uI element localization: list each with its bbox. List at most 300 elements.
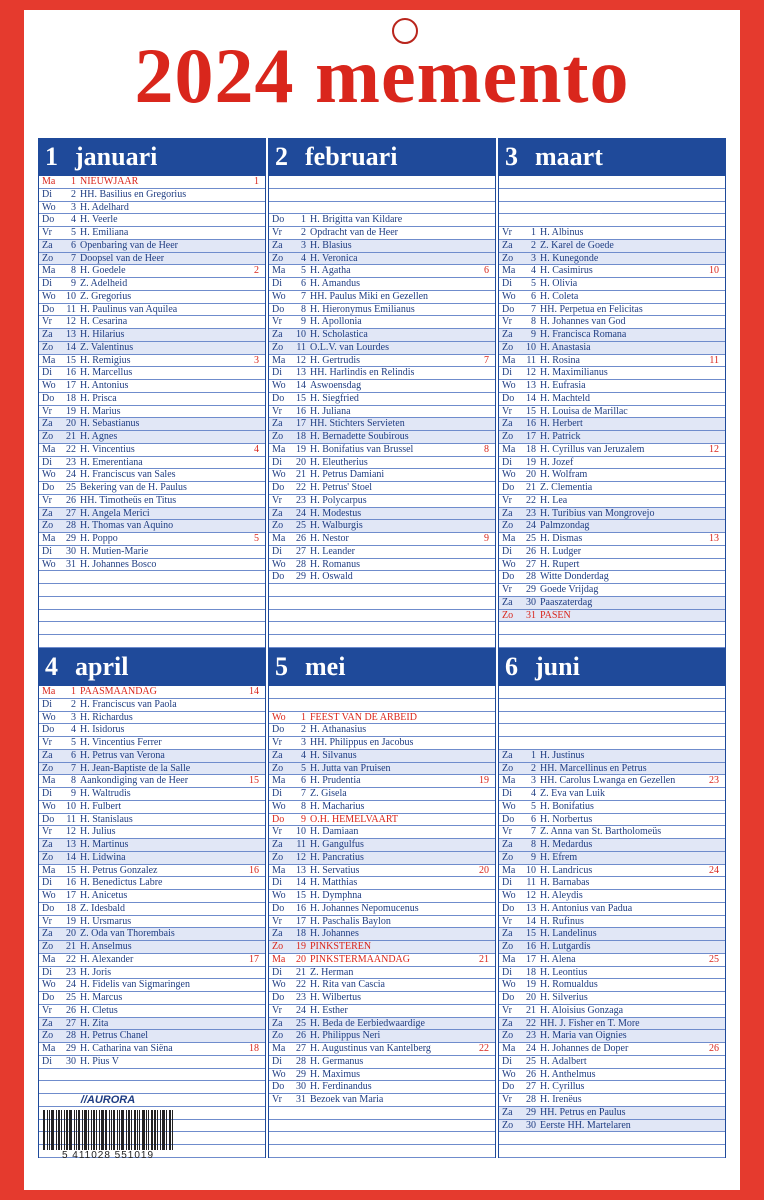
barcode-bar — [96, 1110, 97, 1150]
day-row — [499, 801, 725, 814]
day-number: 27 — [296, 1043, 306, 1054]
day-number: 23 — [296, 494, 306, 506]
day-row — [39, 533, 265, 546]
day-row — [39, 482, 265, 495]
day-number: 21 — [66, 941, 76, 952]
day-row — [499, 406, 725, 419]
weekday: Wo — [502, 290, 516, 302]
empty-row — [269, 686, 495, 699]
weekday: Zo — [502, 252, 514, 264]
barcode-bar — [160, 1110, 161, 1150]
saint-name: Aswoensdag — [310, 380, 362, 391]
saint-name: Bekering van de H. Paulus — [80, 482, 187, 493]
saint-name: H. Modestus — [310, 507, 362, 519]
weekday: Do — [42, 992, 55, 1003]
weekday: Ma — [502, 265, 516, 277]
day-number: 5 — [301, 265, 306, 277]
weekday: Wo — [42, 201, 56, 213]
week-number: 8 — [484, 443, 489, 455]
saint-name: Z. Adelheid — [80, 278, 128, 289]
day-list — [499, 686, 725, 1158]
day-number: 27 — [526, 1081, 536, 1093]
day-number: 3 — [71, 711, 76, 723]
day-row — [269, 546, 495, 559]
day-number: 11 — [66, 813, 76, 825]
day-row — [269, 278, 495, 291]
weekday: Zo — [502, 609, 514, 621]
saint-name: H. Bonifatius — [540, 800, 594, 812]
day-number: 2 — [71, 188, 76, 200]
day-row — [39, 495, 265, 508]
empty-row — [269, 622, 495, 635]
day-number: 6 — [71, 239, 76, 251]
month-number: 2 — [275, 142, 288, 171]
day-row — [269, 520, 495, 533]
weekday: Wo — [272, 380, 286, 391]
saint-name: H. Leontius — [540, 966, 588, 978]
day-number: 31 — [66, 558, 76, 570]
empty-row — [39, 571, 265, 584]
month-mei — [268, 648, 496, 1158]
month-header — [499, 138, 725, 176]
saint-name: Z. Gregorius — [80, 290, 132, 302]
barcode-bar — [126, 1110, 127, 1150]
day-number: 9 — [531, 329, 536, 340]
day-row — [499, 852, 725, 865]
saint-name: H. Oswald — [310, 571, 353, 583]
saint-name: H. Norbertus — [540, 813, 593, 825]
weekday: Di — [272, 1055, 282, 1067]
weekday: Wo — [502, 979, 516, 991]
saint-name: H. Paulinus van Aquilea — [80, 303, 178, 315]
weekday: Wo — [272, 469, 286, 481]
saint-name: H. Pius V — [80, 1055, 119, 1067]
month-name: februari — [305, 142, 398, 171]
day-number: 1 — [531, 749, 536, 761]
week-number: 14 — [249, 686, 259, 697]
day-number: 18 — [66, 392, 76, 404]
day-number: 25 — [526, 1055, 536, 1067]
barcode-bar — [166, 1110, 167, 1150]
day-row — [499, 520, 725, 533]
empty-row — [269, 1132, 495, 1145]
weekday: Za — [42, 1017, 53, 1029]
saint-name: H. Poppo — [80, 533, 118, 544]
barcode-bar — [101, 1110, 104, 1150]
saint-name: H. Eufrasia — [540, 380, 586, 391]
saint-name: H. Anthelmus — [540, 1068, 596, 1080]
day-number: 22 — [526, 494, 536, 506]
saint-name: H. Patrick — [540, 431, 581, 442]
saint-name: H. Rita van Cascia — [310, 979, 385, 991]
saint-name: Z. Karel de Goede — [540, 239, 614, 251]
day-row — [499, 559, 725, 572]
weekday: Di — [502, 1055, 512, 1067]
day-number: 19 — [66, 915, 76, 927]
day-row — [39, 941, 265, 954]
saint-name: H. Brigitta van Kildare — [310, 214, 403, 226]
saint-name: H. Aloisius Gonzaga — [540, 1004, 624, 1016]
weekday: Za — [502, 1017, 513, 1029]
day-row — [269, 559, 495, 572]
day-row — [39, 444, 265, 457]
barcode-bar — [128, 1110, 130, 1150]
saint-name: Opdracht van de Heer — [310, 227, 399, 238]
weekday: Di — [502, 367, 512, 379]
weekday: Do — [502, 303, 515, 315]
day-number: 11 — [526, 354, 536, 366]
saint-name: H. Petrus Gonzalez — [80, 864, 158, 876]
weekday: Ma — [42, 265, 56, 277]
day-number: 1 — [531, 227, 536, 238]
barcode-bar — [51, 1110, 54, 1150]
day-number: 8 — [531, 316, 536, 328]
barcode-number: 5 411028 551019 — [61, 1150, 155, 1161]
day-number: 1 — [71, 686, 76, 697]
saint-name: O.L.V. van Lourdes — [310, 341, 389, 353]
month-april — [38, 648, 266, 1158]
weekday: Do — [42, 392, 55, 404]
day-number: 18 — [296, 431, 306, 442]
saint-name: H. Servatius — [310, 864, 360, 876]
empty-row — [39, 1081, 265, 1094]
week-number: 22 — [479, 1043, 489, 1054]
day-number: 13 — [66, 839, 76, 850]
weekday: Di — [272, 278, 282, 289]
day-list — [39, 686, 265, 1158]
weekday: Wo — [42, 890, 56, 901]
barcode-bar — [66, 1110, 68, 1150]
empty-row — [269, 189, 495, 202]
saint-name: H. Antonius — [80, 380, 129, 391]
month-januari — [38, 138, 266, 648]
month-header — [499, 648, 725, 686]
day-row — [269, 954, 495, 967]
barcode-bar — [154, 1110, 156, 1150]
week-number: 26 — [709, 1043, 719, 1054]
day-number: 4 — [531, 265, 536, 277]
day-row — [499, 1081, 725, 1094]
weekday: Di — [42, 367, 52, 379]
day-number: 21 — [296, 966, 306, 978]
saint-name: H. Matthias — [310, 877, 358, 889]
weekday: Vr — [502, 584, 512, 595]
saint-name: HH. J. Fisher en T. More — [540, 1017, 640, 1029]
day-row — [499, 763, 725, 776]
day-number: 15 — [526, 405, 536, 417]
barcode-bar — [76, 1110, 77, 1150]
saint-name: H. Irenëus — [540, 1094, 582, 1105]
weekday: Wo — [502, 890, 516, 901]
weekday: Wo — [42, 711, 56, 723]
day-number: 3 — [301, 239, 306, 251]
day-row — [39, 1030, 265, 1043]
weekday: Za — [42, 239, 53, 251]
day-number: 13 — [296, 367, 306, 379]
barcode-bar — [172, 1110, 173, 1150]
weekday: Ma — [42, 176, 56, 187]
weekday: Ma — [42, 864, 56, 876]
day-row — [269, 903, 495, 916]
barcode-bar — [43, 1110, 45, 1150]
day-number: 30 — [66, 545, 76, 557]
weekday: Do — [502, 482, 515, 493]
saint-name: H. Mutien-Marie — [80, 545, 149, 557]
weekday: Vr — [272, 494, 282, 506]
day-number: 3 — [301, 737, 306, 748]
weekday: Vr — [272, 405, 282, 417]
day-row — [499, 571, 725, 584]
empty-row — [39, 610, 265, 623]
day-number: 1 — [301, 214, 306, 226]
saint-name: Aankondiging van de Heer — [80, 775, 189, 787]
day-number: 19 — [296, 443, 306, 455]
day-row — [39, 431, 265, 444]
saint-name: H. Landelinus — [540, 928, 597, 940]
empty-row — [499, 724, 725, 737]
weekday: Za — [272, 329, 283, 340]
barcode-bar — [142, 1110, 145, 1150]
day-number: 7 — [71, 252, 76, 264]
weekday: Zo — [42, 1030, 54, 1042]
day-row — [39, 1056, 265, 1069]
week-number: 15 — [249, 775, 259, 787]
saint-name: H. Johannes Bosco — [80, 558, 157, 570]
day-number: 19 — [66, 405, 76, 417]
weekday: Vr — [502, 405, 512, 417]
weekday: Zo — [502, 941, 514, 952]
empty-row — [39, 622, 265, 635]
day-number: 25 — [66, 482, 76, 493]
day-number: 18 — [526, 443, 536, 455]
saint-name: HH. Harlindis en Relindis — [310, 367, 415, 379]
saint-name: H. Stanislaus — [80, 813, 133, 825]
day-number: 12 — [526, 367, 536, 379]
day-row — [39, 202, 265, 215]
weekday: Za — [502, 418, 513, 430]
saint-name: Z. Anna van St. Bartholomeüs — [540, 826, 662, 838]
month-number: 3 — [505, 142, 518, 171]
day-number: 6 — [531, 813, 536, 825]
week-number: 25 — [709, 953, 719, 965]
month-number: 1 — [45, 142, 58, 171]
day-number: 7 — [301, 290, 306, 302]
weekday: Za — [42, 418, 53, 430]
day-row — [499, 877, 725, 890]
weekday: Di — [42, 788, 52, 799]
month-header — [269, 138, 495, 176]
saint-name: Z. Valentinus — [80, 341, 134, 353]
day-row — [499, 253, 725, 266]
day-row — [499, 1056, 725, 1069]
day-number: 5 — [531, 800, 536, 812]
weekday: Di — [502, 877, 512, 889]
day-number: 24 — [296, 1004, 306, 1016]
day-row — [269, 482, 495, 495]
barcode-bar — [99, 1110, 100, 1150]
saint-name: H. Bonifatius van Brussel — [310, 443, 414, 455]
day-number: 8 — [301, 303, 306, 315]
day-row — [269, 737, 495, 750]
day-number: 5 — [71, 227, 76, 238]
day-row — [269, 992, 495, 1005]
saint-name: HH. Perpetua en Felicitas — [540, 303, 643, 315]
day-row — [39, 342, 265, 355]
day-row — [39, 329, 265, 342]
day-row — [39, 954, 265, 967]
weekday: Zo — [42, 431, 54, 442]
day-number: 17 — [526, 431, 536, 442]
day-row — [499, 495, 725, 508]
saint-name: H. Augustinus van Kantelberg — [310, 1043, 431, 1054]
saint-name: H. Apollonia — [310, 316, 362, 328]
week-number: 12 — [709, 443, 719, 455]
weekday: Di — [42, 545, 52, 557]
day-row — [39, 253, 265, 266]
empty-row — [269, 202, 495, 215]
day-list — [269, 686, 495, 1158]
saint-name: H. Sebastianus — [80, 418, 140, 430]
month-number: 6 — [505, 652, 518, 681]
barcode-bar — [93, 1110, 95, 1150]
weekday: Za — [272, 239, 283, 251]
day-number: 24 — [296, 507, 306, 519]
weekday: Ma — [42, 354, 56, 366]
week-number: 19 — [479, 775, 489, 787]
day-number: 25 — [66, 992, 76, 1003]
weekday: Do — [42, 303, 55, 315]
day-number: 21 — [296, 469, 306, 481]
saint-name: H. Paschalis Baylon — [310, 915, 391, 927]
saint-name: HH. Paulus Miki en Gezellen — [310, 290, 429, 302]
saint-name: HH. Stichters Servieten — [310, 418, 405, 430]
weekday: Wo — [502, 469, 516, 481]
day-row — [499, 227, 725, 240]
saint-name: Z. Eva van Luik — [540, 788, 605, 799]
saint-name: H. Polycarpus — [310, 494, 367, 506]
saint-name: H. Maximus — [310, 1068, 360, 1080]
barcode-bar — [139, 1110, 140, 1150]
day-row — [39, 826, 265, 839]
weekday: Do — [272, 303, 285, 315]
weekday: Za — [502, 596, 513, 608]
day-number: 6 — [531, 290, 536, 302]
day-row — [39, 189, 265, 202]
empty-row — [499, 699, 725, 712]
day-row — [499, 431, 725, 444]
day-row — [39, 979, 265, 992]
barcode-bar — [69, 1110, 72, 1150]
day-row — [269, 724, 495, 737]
day-number: 4 — [71, 724, 76, 736]
weekday: Di — [42, 1055, 52, 1067]
saint-name: H. Adelhard — [80, 201, 129, 213]
weekday: Za — [502, 329, 513, 340]
empty-row — [269, 584, 495, 597]
day-row — [499, 533, 725, 546]
weekday: Zo — [42, 252, 54, 264]
weekday: Zo — [272, 520, 284, 532]
saint-name: H. Dismas — [540, 533, 583, 544]
weekday: Ma — [272, 1043, 286, 1054]
saint-name: H. Machteld — [540, 392, 590, 404]
day-number: 17 — [526, 953, 536, 965]
weekday: Wo — [42, 290, 56, 302]
saint-name: H. Scholastica — [310, 329, 368, 340]
weekday: Di — [272, 877, 282, 889]
day-number: 16 — [526, 418, 536, 430]
saint-name: H. Emiliana — [80, 227, 129, 238]
barcode-bar — [64, 1110, 65, 1150]
saint-name: Z. Herman — [310, 966, 354, 978]
weekday: Ma — [502, 533, 516, 544]
weekday: Za — [272, 839, 283, 850]
day-row — [499, 508, 725, 521]
weekday: Do — [272, 902, 285, 914]
day-row — [499, 265, 725, 278]
day-row — [269, 533, 495, 546]
saint-name: H. Gertrudis — [310, 354, 360, 366]
saint-name: H. Prudentia — [310, 775, 361, 787]
day-row — [269, 508, 495, 521]
barcode-bar — [91, 1110, 92, 1150]
day-number: 29 — [296, 571, 306, 583]
weekday: Vr — [272, 1094, 282, 1105]
barcode-bar — [105, 1110, 107, 1150]
saint-name: H. Olivia — [540, 278, 578, 289]
barcode-bar — [169, 1110, 171, 1150]
day-row — [269, 380, 495, 393]
day-number: 19 — [526, 456, 536, 468]
day-number: 11 — [296, 341, 306, 353]
day-number: 2 — [531, 239, 536, 251]
day-row — [269, 712, 495, 725]
day-number: 4 — [301, 749, 306, 761]
saint-name: H. Martinus — [80, 839, 129, 850]
day-number: 30 — [526, 1119, 536, 1131]
saint-name: Doopsel van de Heer — [80, 252, 165, 264]
saint-name: H. Leander — [310, 545, 355, 557]
day-row — [269, 1081, 495, 1094]
day-row — [269, 839, 495, 852]
day-row — [39, 877, 265, 890]
weekday: Do — [272, 1081, 285, 1093]
month-header — [269, 648, 495, 686]
weekday: Ma — [42, 1043, 56, 1054]
day-number: 2 — [301, 227, 306, 238]
weekday: Do — [272, 392, 285, 404]
empty-row — [499, 712, 725, 725]
barcode-bar — [74, 1110, 75, 1150]
day-row — [499, 367, 725, 380]
saint-name: H. Germanus — [310, 1055, 364, 1067]
week-number: 24 — [709, 864, 719, 876]
week-number: 11 — [709, 354, 719, 366]
day-row — [39, 316, 265, 329]
saint-name: H. Ludger — [540, 545, 582, 557]
day-row — [269, 1056, 495, 1069]
day-row — [39, 686, 265, 699]
day-number: 8 — [71, 265, 76, 277]
day-number: 26 — [526, 1068, 536, 1080]
saint-name: H. Siegfried — [310, 392, 359, 404]
calendar-sheet — [24, 10, 740, 1190]
day-row — [39, 865, 265, 878]
weekday: Do — [502, 1081, 515, 1093]
barcode-bar — [58, 1110, 60, 1150]
weekday: Za — [502, 839, 513, 850]
weekday: Za — [42, 507, 53, 519]
